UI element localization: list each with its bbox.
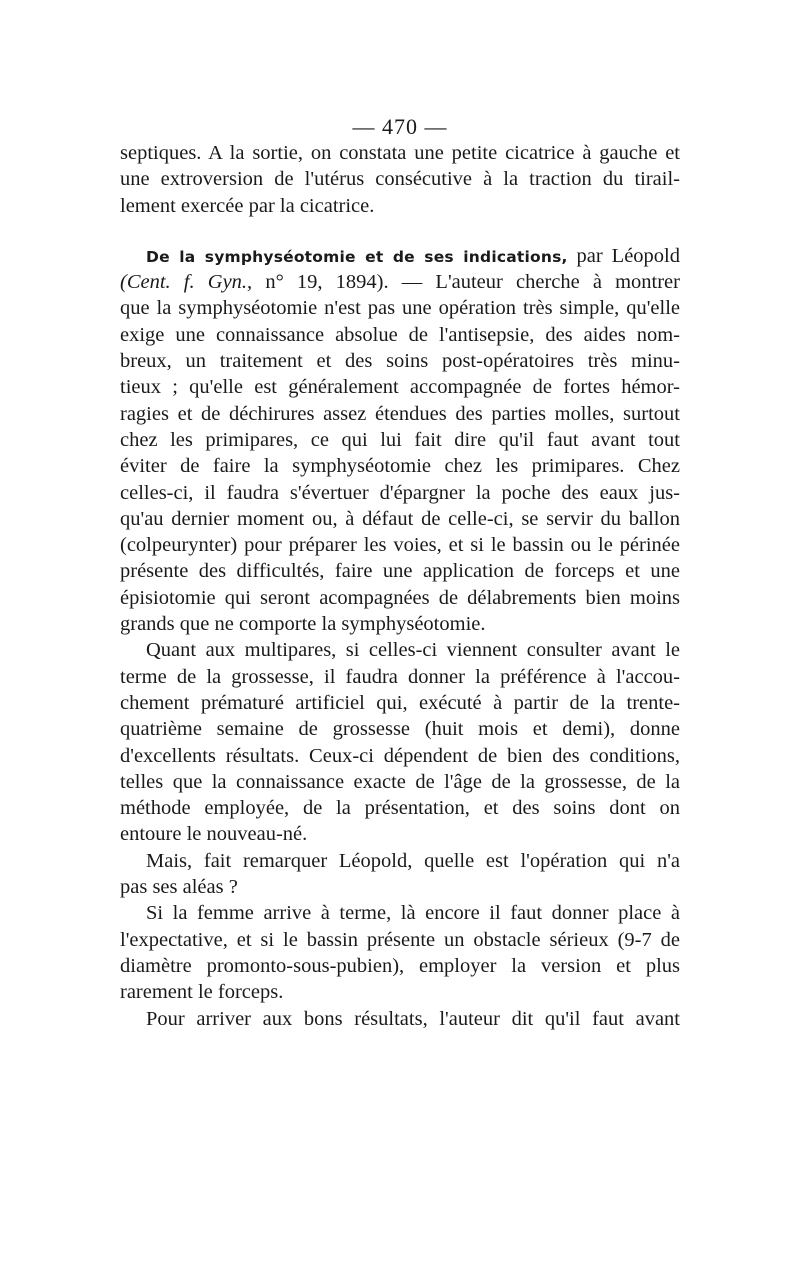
text-line: Mais, fait remarquer Léopold, quelle est l'opération qui n'a — [146, 849, 680, 872]
journal-reference: (Cent. f. Gyn., — [120, 271, 253, 294]
text-line: une extroversion de l'utérus consécutive à la traction du tirail- — [120, 168, 680, 191]
text-line: épisiotomie qui seront acompagnées de délabrements bien moins — [120, 586, 680, 609]
paragraph-gap — [120, 219, 680, 243]
text-line: tieux ; qu'elle est généralement accompagnée de fortes hémor- — [120, 376, 680, 399]
body-text — [120, 140, 680, 1032]
text-line: chez les primipares, ce qui lui fait dire qu'il faut avant tout — [120, 428, 680, 451]
article-title: De la symphyséotomie et de ses indications, — [146, 247, 568, 266]
text-line: Si la femme arrive à terme, là encore il faut donner place à — [146, 902, 680, 925]
page-number: — 470 — — [352, 114, 448, 139]
text-line: (colpeurynter) pour préparer les voies, et si le bassin ou le périnée — [120, 534, 680, 557]
text-line: l'expectative, et si le bassin présente un obstacle sérieux (9-7 de — [120, 928, 680, 951]
text-line: breux, un traitement et des soins post-opératoires très minu- — [120, 350, 680, 373]
text-line: Pour arriver aux bons résultats, l'auteur dit qu'il faut avant — [146, 1007, 680, 1030]
text-line: ragies et de déchirures assez étendues des parties molles, surtout — [120, 402, 680, 425]
text-line: que la symphyséotomie n'est pas une opération très simple, qu'elle — [120, 297, 680, 320]
article-author: par Léopold — [567, 244, 680, 267]
text-line: quatrième semaine de grossesse (huit mois et demi), donne — [120, 718, 680, 741]
text-line: entoure le nouveau-né. — [120, 823, 308, 846]
citation-tail: n° 19, 1894). — L'auteur cherche à montrer — [252, 271, 680, 294]
text-line: exige une connaissance absolue de l'antisepsie, des aides nom- — [120, 323, 680, 346]
text-line: celles-ci, il faudra s'évertuer d'épargner la poche des eaux jus- — [120, 481, 680, 504]
text-line: chement prématuré artificiel qui, exécuté à partir de la trente- — [120, 691, 680, 714]
text-line: septiques. A la sortie, on constata une petite cicatrice à gauche et — [120, 142, 680, 164]
text-line: d'excellents résultats. Ceux-ci dépendent de bien des conditions, — [120, 744, 680, 767]
text-line: pas ses aléas ? — [120, 876, 238, 899]
text-line: présente des difficultés, faire une application de forceps et une — [120, 560, 680, 583]
text-line: éviter de faire la symphyséotomie chez les primipares. Chez — [120, 455, 680, 478]
text-line: diamètre promonto-sous-pubien), employer la version et plus — [120, 954, 680, 977]
text-line: méthode employée, de la présentation, et des soins dont on — [120, 797, 680, 820]
text-line: rarement le forceps. — [120, 981, 284, 1004]
article-heading-line — [120, 243, 680, 269]
text-line: terme de la grossesse, il faudra donner la préférence à l'accou- — [120, 665, 680, 688]
text-line: qu'au dernier moment ou, à défaut de celle-ci, se servir du ballon — [120, 507, 680, 530]
text-line: lement exercée par la cicatrice. — [120, 194, 375, 217]
text-line: grands que ne comporte la symphyséotomie. — [120, 613, 486, 636]
text-line: Quant aux multipares, si celles-ci viennent consulter avant le — [146, 639, 680, 662]
article-citation-line — [120, 269, 680, 295]
text-line: telles que la connaissance exacte de l'âge de la grossesse, de la — [120, 770, 680, 793]
